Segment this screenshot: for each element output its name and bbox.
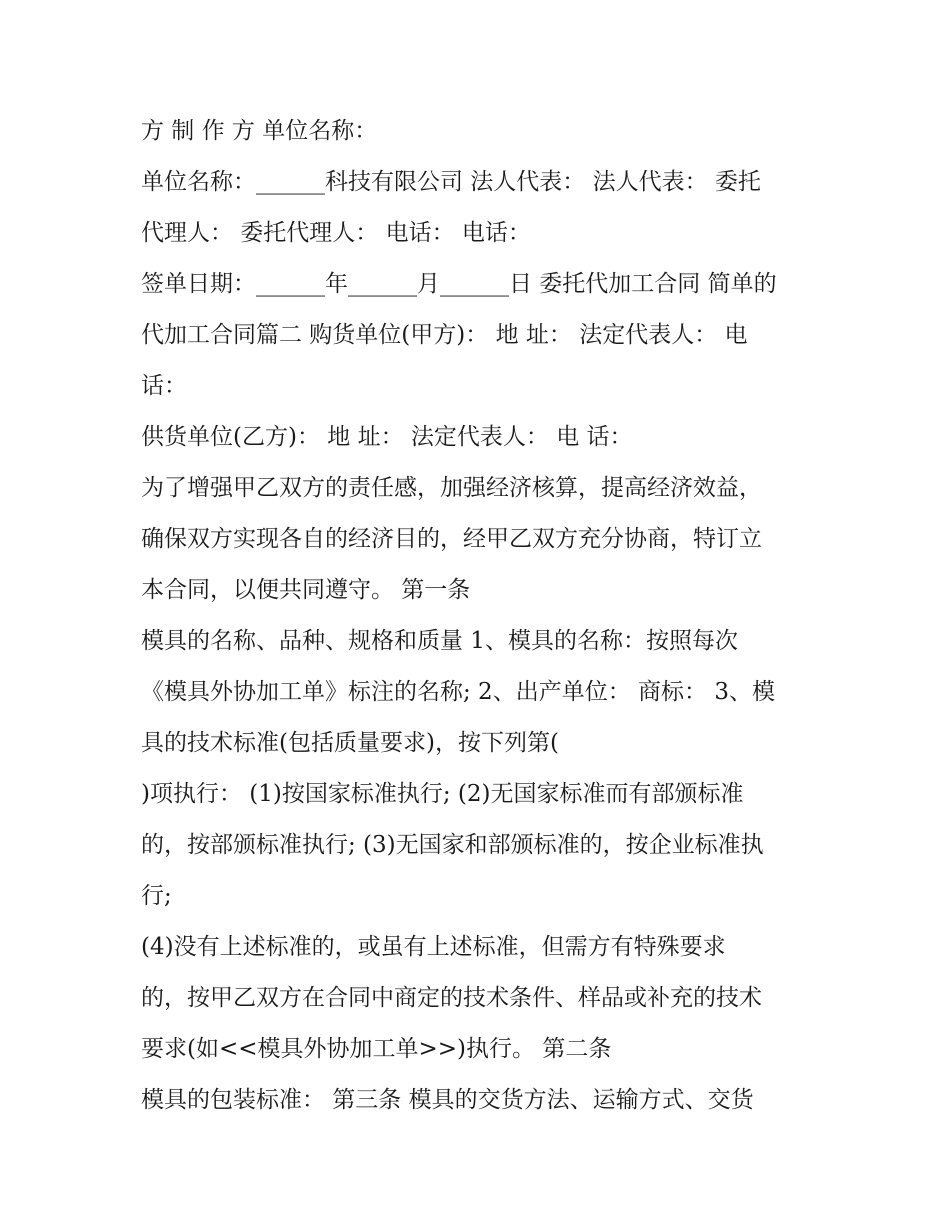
text-line: 确保双方实现各自的经济目的，经甲乙双方充分协商，特订立 [141, 526, 762, 552]
text-line: 模具的名称、品种、规格和质量 1、模具的名称：按照每次 [141, 628, 738, 654]
text-line: 代理人： 委托代理人： 电话： 电话： [141, 220, 531, 246]
text-line: 要求(如<<模具外协加工单>>)执行。 第二条 [141, 1036, 612, 1062]
text-line: 具的技术标准(包括质量要求)，按下列第( [141, 730, 559, 756]
text-line: 代加工合同篇二 购货单位(甲方)： 地 址： 法定代表人： 电 [141, 322, 748, 348]
contract-text-body [141, 106, 831, 1126]
text-line: 为了增强甲乙双方的责任感，加强经济核算，提高经济效益， [141, 475, 762, 501]
text-line: )项执行： (1)按国家标准执行; (2)无国家标准而有部颁标准 [141, 781, 744, 807]
text-line: (4)没有上述标准的，或虽有上述标准，但需方有特殊要求 [141, 934, 726, 960]
text-line: 的，按甲乙双方在合同中商定的技术条件、样品或补充的技术 [141, 985, 762, 1011]
text-line: 本合同，以便共同遵守。 第一条 [141, 577, 471, 603]
text-line: 供货单位(乙方)： 地 址： 法定代表人： 电 话： [141, 424, 633, 450]
text-line: 话： [141, 373, 187, 399]
text-line: 签单日期：______年______月______日 委托代加工合同 简单的 [141, 271, 777, 297]
text-line: 行; [141, 883, 172, 909]
text-line: 方 制 作 方 单位名称： [141, 118, 378, 144]
text-line: 单位名称：______科技有限公司 法人代表： 法人代表： 委托 [141, 169, 761, 195]
text-line: 模具的包装标准： 第三条 模具的交货方法、运输方式、交货 [141, 1087, 754, 1113]
text-line: 《模具外协加工单》标注的名称; 2、出产单位： 商标： 3、模 [141, 679, 775, 705]
text-line: 的，按部颁标准执行; (3)无国家和部颁标准的，按企业标准执 [141, 832, 764, 858]
